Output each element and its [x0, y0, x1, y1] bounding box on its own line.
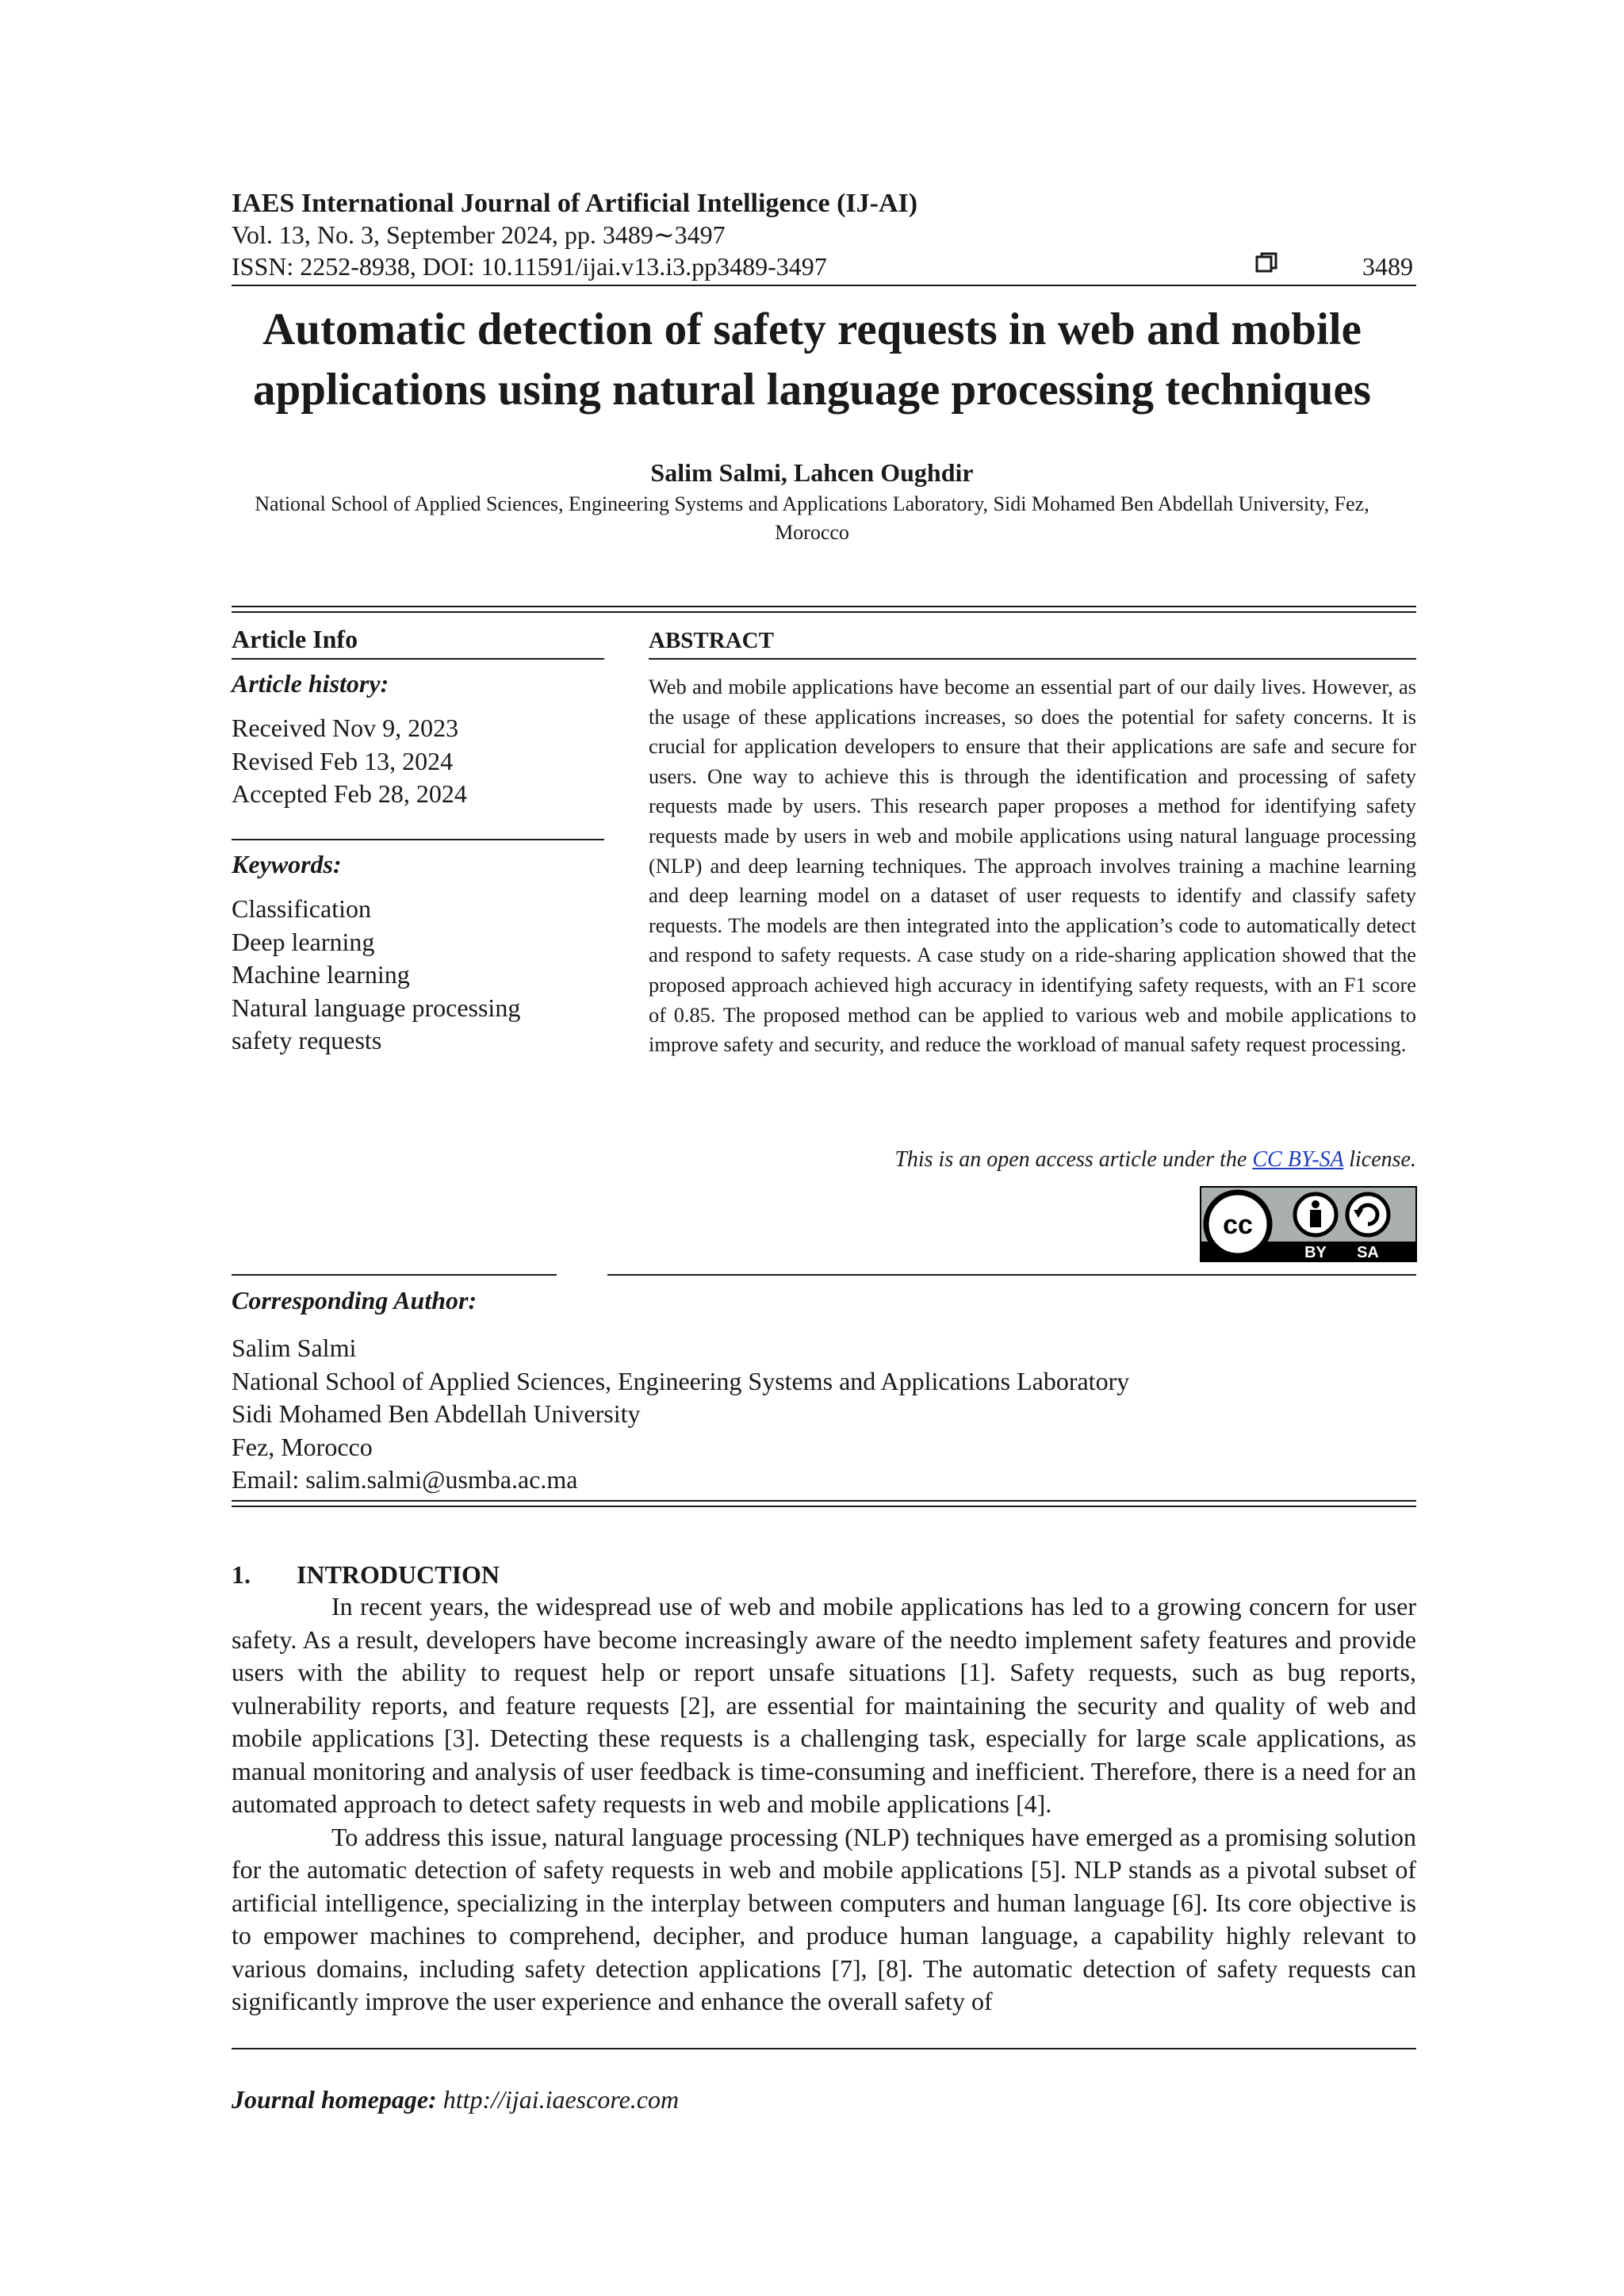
introduction-body	[232, 1590, 1416, 2019]
corr-university: Sidi Mohamed Ben Abdellah University	[232, 1399, 641, 1429]
corr-email: Email: salim.salmi@usmba.ac.ma	[232, 1465, 578, 1494]
volume-line: Vol. 13, No. 3, September 2024, pp. 3489∼3497	[232, 220, 726, 249]
abstract-heading: ABSTRACT	[649, 628, 774, 653]
keyword-item: Machine learning	[232, 960, 410, 989]
open-access-line	[649, 1145, 1416, 1175]
keyword-item: Deep learning	[232, 927, 375, 956]
footer-url[interactable]: http://ijai.iaescore.com	[442, 2085, 680, 2114]
corr-name: Salim Salmi	[232, 1334, 357, 1362]
page-number: 3489	[1362, 252, 1413, 281]
cc-by-sa-badge[interactable]	[1200, 1186, 1417, 1262]
cc-badge-sa-text: SA	[1357, 1244, 1379, 1261]
keywords-rule	[232, 839, 604, 840]
box-icon	[1255, 252, 1277, 274]
keywords-list	[232, 893, 520, 1058]
article-history-heading: Article history:	[232, 669, 389, 698]
intro-paragraph: To address this issue, natural language processing (NLP) techniques have emerged as a promising solution for the automatic detection of safety requests in web and mobile applications [5]. NLP stands as a pivotal subset of artificial intelligence, specializing in the interplay between computers and human language [6]. Its core objective is to empower machines to comprehend, decipher, and produce human language, a capability highly relevant to various domains, including safety detection applications [7], [8]. The automatic detection of safety requests can significantly improve the user experience and enhance the overall safety of	[232, 1822, 1416, 2015]
keyword-item: Classification	[232, 894, 371, 923]
footer	[232, 2084, 679, 2115]
license-suffix: license.	[1349, 1147, 1416, 1172]
article-info-rule	[232, 658, 604, 660]
authors: Salim Salmi, Lahcen Oughdir	[650, 458, 974, 487]
article-info-heading: Article Info	[232, 625, 358, 653]
section-heading	[232, 1559, 500, 1590]
intro-paragraph: In recent years, the widespread use of web and mobile applications has led to a growing concern for user safety. As a result, developers have become increasingly aware of the needto implement safety features and provide users with the ability to request help or report unsafe situations [1]. Safety requests, such as bug reports, vulnerability reports, and feature requests [2], are essential for maintaining the security and quality of web and mobile applications [3]. Detecting these requests is a challenging task, especially for large scale applications, as manual monitoring and analysis of user feedback is time-consuming and inefficient. Therefore, there is a need for an automated approach to detect safety requests in web and mobile applications [4].	[232, 1592, 1416, 1818]
corresponding-heading: Corresponding Author:	[232, 1286, 477, 1314]
header-rule	[232, 285, 1416, 286]
corr-bottom-rule	[232, 1500, 1416, 1502]
corr-bottom-rule-2	[232, 1506, 1416, 1507]
history-accepted: Accepted Feb 28, 2024	[232, 779, 467, 808]
history-received: Received Nov 9, 2023	[232, 714, 459, 742]
issn-line: ISSN: 2252-8938, DOI: 10.11591/ijai.v13.i3.pp3489-3497	[232, 252, 827, 281]
cc-badge-cc-text: cc	[1223, 1210, 1253, 1240]
info-top-rule	[232, 606, 1416, 607]
license-prefix: This is an open access article under the	[894, 1147, 1247, 1172]
license-link[interactable]: CC BY-SA	[1252, 1147, 1344, 1172]
keywords-heading: Keywords:	[232, 850, 342, 878]
corr-city: Fez, Morocco	[232, 1432, 373, 1461]
article-history-list	[232, 712, 467, 811]
abstract-rule	[649, 658, 1416, 660]
journal-name: IAES International Journal of Artificial Intelligence (IJ-AI)	[232, 189, 918, 218]
affiliation: National School of Applied Sciences, Engineering Systems and Applications Laboratory, Sidi Mohamed Ben Abdellah University, Fez, Morocco	[255, 492, 1369, 544]
footer-label: Journal homepage:	[232, 2085, 437, 2114]
sa-icon	[1347, 1194, 1388, 1235]
keyword-item: safety requests	[232, 1026, 382, 1054]
section-title: INTRODUCTION	[297, 1560, 500, 1589]
paper-title: Automatic detection of safety requests in web and mobile applications using natural language processing techniques	[253, 304, 1371, 415]
info-top-rule-2	[232, 611, 1416, 613]
footer-rule	[232, 2048, 1416, 2049]
corresponding-details	[232, 1332, 1129, 1497]
abstract-text: Web and mobile applications have become an essential part of our daily lives. However, as the usage of these applications increases, so does the potential for safety concerns. It is crucial for application developers to ensure that their applications are safe and secure for users. One way to achieve this is through the identification and processing of safety requests made by users. This research paper proposes a method for identifying safety requests made by users in web and mobile applications using natural language processing (NLP) and deep learning techniques. The approach involves training a machine learning and deep learning model on a dataset of user requests to identify and classify safety requests. The models are then integrated into the application’s code to automatically detect and respond to safety requests. A case study on a ride-sharing application showed that the proposed approach achieved high accuracy in identifying safety requests, with an F1 score of 0.85. The proposed method can be applied to various web and mobile applications to improve safety and security, and reduce the workload of manual safety request processing.	[649, 675, 1416, 1057]
corr-dept: National School of Applied Sciences, Engineering Systems and Applications Laboratory	[232, 1366, 1130, 1395]
section-number: 1.	[232, 1560, 251, 1589]
corr-right-rule	[607, 1274, 1416, 1276]
keyword-item: Natural language processing	[232, 993, 521, 1022]
history-revised: Revised Feb 13, 2024	[232, 746, 454, 775]
corr-left-rule	[232, 1274, 557, 1276]
cc-badge-by-text: BY	[1304, 1244, 1327, 1261]
